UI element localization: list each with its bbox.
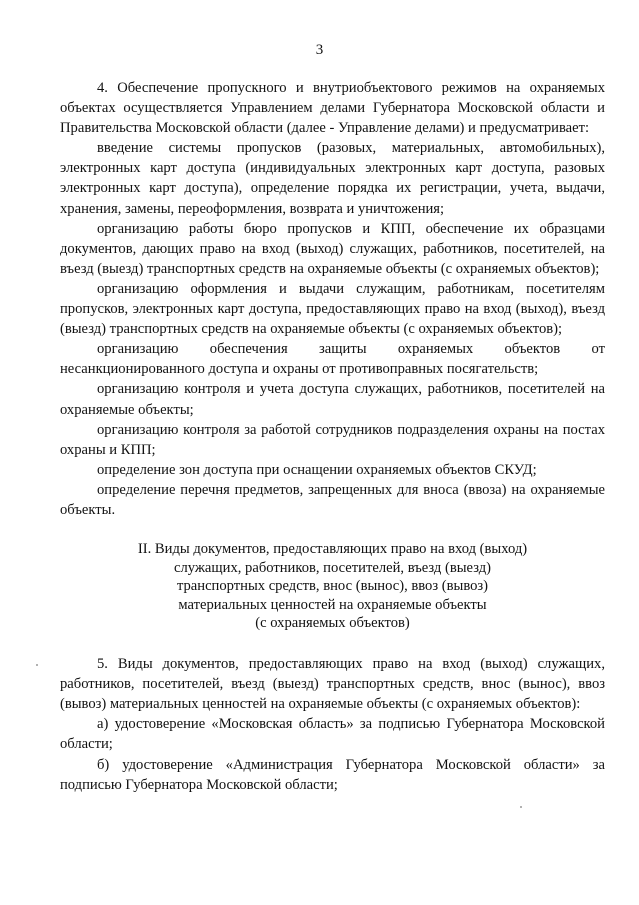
document-body (60, 78, 605, 795)
list-item-pass-bureau: организацию работы бюро пропусков и КПП, обеспечение их образцами документов, дающих право на вход (выход) служащих, работников, посетителей, на въезд (выезд) транспортных средств на охраняемые объекты (с охраняемых объектов); (60, 220, 605, 277)
list-item-guard-control: организацию контроля за работой сотрудников подразделения охраны на постах охраны и КПП; (60, 421, 605, 458)
scan-speck (36, 664, 38, 666)
paragraph-5-intro: 5. Виды документов, предоставляющих право на вход (выход) служащих, работников, посетителей, въезд (выезд) транспортных средств, внос (вынос), ввоз (вывоз) материальных ценностей на охраняемые объекты (с охраняемых объектов): (60, 656, 605, 713)
section-heading-line: материальных ценностей на охраняемые объекты (178, 596, 487, 613)
section-heading-line: транспортных средств, внос (вынос), ввоз (вывоз) (176, 578, 489, 595)
section-heading (60, 540, 605, 633)
list-item-access-zones: определение зон доступа при оснащении охраняемых объектов СКУД; (97, 461, 537, 478)
section-heading-line: II. Виды документов, предоставляющих право на вход (выход) (137, 541, 528, 558)
list-item-prohibited-items: определение перечня предметов, запрещенных для вноса (ввоза) на охраняемые объекты. (60, 481, 605, 518)
list-item-a: а) удостоверение «Московская область» за подписью Губернатора Московской области; (60, 716, 605, 753)
paragraph-4-intro: 4. Обеспечение пропускного и внутриобъектового режимов на охраняемых объектах осуществляется Управлением делами Губернатора Московской области и Правительства Московской области (далее - Управление делами) и предусматривает: (60, 80, 605, 137)
list-item-access-control: организацию контроля и учета доступа служащих, работников, посетителей на охраняемые объекты; (60, 381, 605, 418)
scan-speck (520, 806, 522, 808)
list-item-pass-issuance: организацию оформления и выдачи служащим, работникам, посетителям пропусков, электронных карт доступа, предоставляющих право на вход (выход), въезд (выезд) транспортных средств на охраняемые объекты (с охраняемых объектов); (60, 280, 605, 338)
section-heading-line: (с охраняемых объектов) (255, 615, 410, 632)
list-item-pass-system: введение системы пропусков (разовых, материальных, автомобильных), электронных карт доступа (индивидуальных электронных карт доступа, разовых электронных карт доступа), определение порядка их регистрации, учета, выдачи, хранения, замены, переоформления, возврата и уничтожения; (60, 140, 605, 217)
list-item-protection: организацию обеспечения защиты охраняемых объектов от несанкционированного доступа и охраны от противоправных посягательств; (60, 341, 605, 378)
section-heading-line: служащих, работников, посетителей, въезд (выезд) (173, 559, 491, 576)
list-item-b: б) удостоверение «Администрация Губернатора Московской области» за подписью Губернатора Московской области; (60, 756, 605, 793)
page-number: 3 (315, 42, 324, 58)
